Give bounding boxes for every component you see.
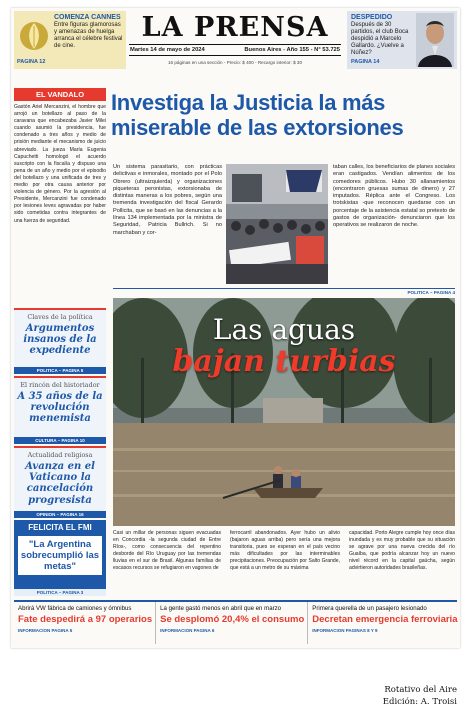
box-section: Claves de la política <box>27 313 93 321</box>
box-page-ref: POLITICA – PAGINA 3 <box>14 589 106 596</box>
main-story-page-ref[interactable]: POLITICA – PAGINA 4 <box>113 288 455 295</box>
promo-kicker: DESPEDIDO <box>351 14 393 21</box>
promo-kicker: COMENZA CANNES <box>54 14 121 21</box>
box-felicita-fmi[interactable] <box>14 520 106 596</box>
flood-story-col-1: Casi un millar de personas siguen evacuadas en Concordia -la segunda ciudad de Entre Ríos-, como consecuencia del repentino desborde del Río Uruguay por las tremendas lluvias en el sur de Brasil. Algunas familias de escasos recursos se refugiaron en vagones de <box>113 530 221 571</box>
box-claves-politica[interactable] <box>14 308 106 374</box>
credits <box>383 684 457 708</box>
credits-editor: Edición: A. Troisi <box>382 697 457 707</box>
price-line: 16 páginas en una sección - Precio: $ 400 - Recargo interior: $ 30 <box>167 60 303 65</box>
box-section: El rincón del historiador <box>20 381 100 389</box>
vandalo-body: Gastón Ariel Mercanzini, el hombre que arrojó un botellazo al paso de la caravana que encabezaba Javier Milei cuando asumió la presidencia, fue condenado a tres años y medio de prisión mediante el mecanismo de juicio abreviado. La jueza María Eugenia Capuchetti homologó el acuerdo suscripto con la fiscalía y dispuso una pena de un año y medio por el episodio del botellazo y una unificada de tres y medio por otra causa anterior por violencia de género. Por la agresión al Presidente, Mercanzini fue condenado por lesiones leves agravadas por haber sido cometidas contra integrantes de una fuerza de seguridad. <box>14 104 106 224</box>
flood-story-col-3: capacidad. Porto Alegre cumple hoy once días inundada y es muy probable que su situación se agrave por una nueva crecida del río Guaíba, que podría alcanzar hoy un nuevo nivel récord en la capital gaúcha, según advirtieron autoridades brasileñas. <box>349 530 455 571</box>
vandalo-section-label: EL VANDALO <box>14 88 106 101</box>
strip-kicker: Abrirá VW fábrica de camiones y ómnibus <box>18 605 132 612</box>
box-section: FELICITA EL FMI <box>28 523 92 532</box>
promo-page-ref: PAGINA 14 <box>351 59 380 65</box>
strip-item-fate[interactable] <box>14 602 156 644</box>
box-headline: Argumentos insanos de la expediente <box>23 323 97 357</box>
strip-headline: Decretan emergencia ferroviaria <box>312 614 458 625</box>
vandalo-column <box>14 88 106 296</box>
promo-text: Después de 30 partidos, el club Boca despidió a Marcelo Gallardo. ¿Vuelve a Núñez? <box>351 22 409 56</box>
issue-edition: Buenos Aires - Año 155 - N° 53.725 <box>244 47 340 53</box>
box-actualidad-religiosa[interactable] <box>14 446 106 518</box>
strip-page-ref: INFORMACION PAGINA 5 <box>18 628 73 633</box>
box-page-ref: CULTURA – PAGINA 10 <box>14 437 106 444</box>
flood-photo-title: Las aguas <box>212 313 356 346</box>
flood-story-col-2: ferrocarril abandonados. Ayer hubo un alivio (bajaron aguas arriba) pero sería una mejora transitoria, pues se esperan en el país vecino más dificultades por las interminables precipitaciones. Preocupación por Salto Grande, que está a un metro de su máxima <box>230 530 340 571</box>
box-headline: Avanza en el Vaticano la cancelación progresista <box>25 461 95 506</box>
main-story-col-1: Un sistema parasitario, con prácticas delictivas e inmorales, montado por el Polo Obrero (ultraizquierda) y organizaciones piqueteras peronistas, extorsionaba de distintas maneras a los pobres, según una tremenda investigación del fiscal Gerardo Pollicita, que se basó en las denuncias a la línea 134 implementada por la ministra de Seguridad, Patricia Bullrich. Si no marchaban y cor- <box>113 164 222 236</box>
coach-portrait-image <box>416 13 454 67</box>
strip-headline: Se desplomó 20,4% el consumo <box>160 614 305 625</box>
flood-photo-subtitle: bajan turbias <box>172 344 396 379</box>
promo-cannes[interactable] <box>14 11 126 69</box>
newspaper-front-page <box>11 8 460 648</box>
promo-text: Entre figuras glamorosas y amenazas de huelga arranca el célebre festival de cine. <box>54 22 123 49</box>
main-story-col-3: taban calles, los beneficiarios de planes sociales eran castigados. Vendían alimentos de los comedores públicos. Hubo 30 allanamientos (encontraron gruesas sumas de dinero) y 27 imputados. Réplica ante el Congreso. Los trotskistas -que reconocen quedarse con un porcentaje de la asistencia estatal so pretexto de gastos de organización- denunciaron que los operativos se realizaron de noche. <box>333 164 455 229</box>
bottom-news-strip <box>14 600 457 644</box>
strip-page-ref: INFORMACION PAGINA 6 <box>160 628 215 633</box>
promo-page-ref: PAGINA 12 <box>17 59 46 65</box>
strip-kicker: Primera querella de un pasajero lesionado <box>312 605 427 612</box>
newspaper-logo: LA PRENSA <box>141 12 329 43</box>
palm-leaf-icon <box>18 17 50 55</box>
strip-kicker: La gente gastó menos en abril que en marzo <box>160 605 282 612</box>
issue-date: Martes 14 de mayo de 2024 <box>130 47 205 53</box>
box-page-ref: OPINION – PAGINA 16 <box>14 511 106 518</box>
box-headline: A 35 años de la revolución menemista <box>17 391 103 425</box>
box-rincon-historiador[interactable] <box>14 376 106 444</box>
box-section: Actualidad religiosa <box>27 451 93 459</box>
box-page-ref: POLITICA – PAGINA 5 <box>14 367 106 374</box>
credits-source: Rotativo del Aire <box>384 685 457 695</box>
strip-headline: Fate despedirá a 97 operarios <box>18 614 153 625</box>
box-headline: "La Argentina sobrecumplió las metas" <box>18 536 102 575</box>
protest-photo <box>226 164 328 284</box>
strip-page-ref: INFORMACION PAGINAS 8 Y 9 <box>312 628 378 633</box>
dateline <box>129 44 341 56</box>
strip-item-consumo[interactable] <box>156 602 308 644</box>
strip-item-ferroviaria[interactable] <box>308 602 460 644</box>
main-headline[interactable]: Investiga la Justicia la más miserable de las extorsiones <box>111 90 404 140</box>
promo-despedido[interactable] <box>347 11 457 69</box>
